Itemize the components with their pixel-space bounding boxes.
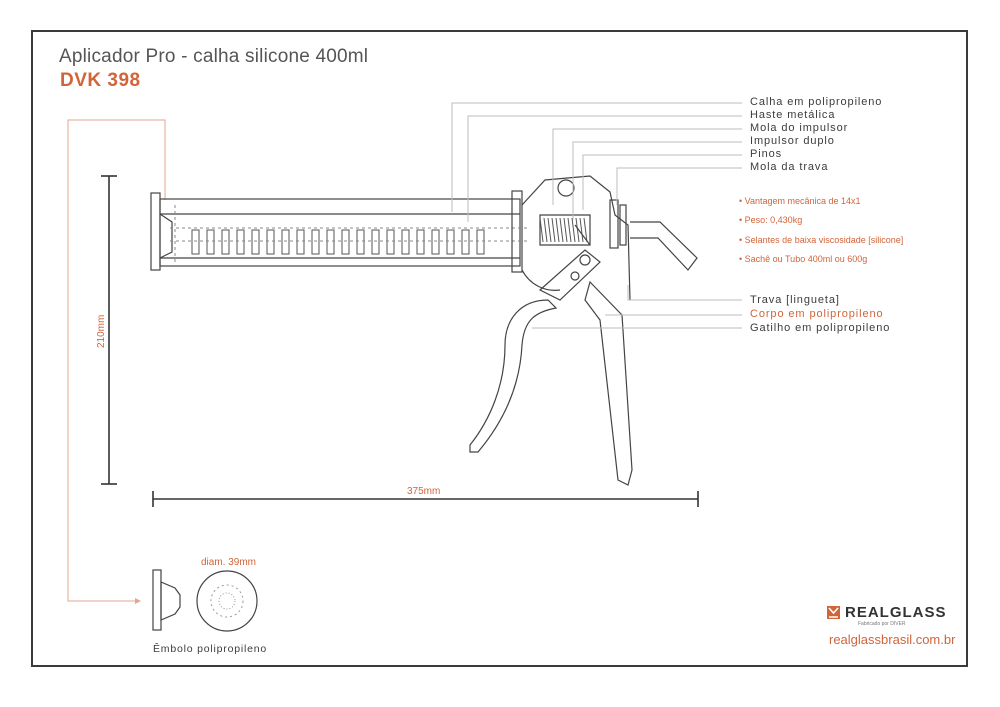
spring-coil bbox=[580, 218, 583, 242]
barrel-rib bbox=[447, 230, 454, 254]
barrel-rib bbox=[267, 230, 274, 254]
barrel-rib bbox=[192, 230, 199, 254]
spring-coil bbox=[572, 218, 575, 242]
barrel-rib bbox=[477, 230, 484, 254]
barrel-ribs bbox=[192, 230, 484, 254]
callout-mola-impulsor: Mola do impulsor bbox=[750, 122, 849, 134]
barrel-rib bbox=[327, 230, 334, 254]
spring bbox=[540, 218, 587, 242]
brand-name: REALGLASS bbox=[845, 604, 947, 621]
barrel-rib bbox=[252, 230, 259, 254]
spring-coil bbox=[548, 218, 551, 242]
callout-gatilho: Gatilho em polipropileno bbox=[750, 322, 891, 334]
spring-coil bbox=[544, 218, 547, 242]
barrel-rib bbox=[297, 230, 304, 254]
barrel-rib bbox=[282, 230, 289, 254]
barrel-rib bbox=[237, 230, 244, 254]
callout-corpo: Corpo em polipropileno bbox=[750, 308, 884, 320]
pistol-grip bbox=[585, 282, 632, 485]
rear-handle bbox=[610, 200, 697, 270]
spec-item: • Peso: 0,430kg bbox=[739, 215, 803, 225]
callout-mola-trava: Mola da trava bbox=[750, 161, 829, 173]
callout-impulsor: Impulsor duplo bbox=[750, 135, 835, 147]
callout-lines bbox=[452, 103, 742, 328]
gun-body bbox=[522, 176, 630, 300]
height-dimension-label: 210mm bbox=[96, 314, 107, 348]
spring-coil bbox=[552, 218, 555, 242]
barrel-rib bbox=[207, 230, 214, 254]
barrel-rib bbox=[462, 230, 469, 254]
barrel-rib bbox=[372, 230, 379, 254]
plunger-leader-arrow bbox=[135, 598, 141, 604]
page-title: Aplicador Pro - calha silicone 400ml bbox=[59, 46, 369, 67]
callout-pinos: Pinos bbox=[750, 148, 783, 160]
spring-coil bbox=[560, 218, 563, 242]
spec-item: • Vantagem mecânica de 14x1 bbox=[739, 196, 861, 206]
plunger-front-view bbox=[197, 571, 257, 631]
plunger-side-view bbox=[153, 570, 180, 630]
barrel-rib bbox=[342, 230, 349, 254]
barrel-rib bbox=[357, 230, 364, 254]
barrel-rib bbox=[312, 230, 319, 254]
barrel-rib bbox=[222, 230, 229, 254]
brand-subtitle: Fabricado por DIVER bbox=[858, 621, 906, 627]
barrel-rib bbox=[417, 230, 424, 254]
barrel-calha bbox=[151, 193, 520, 270]
diameter-label: diam. 39mm bbox=[201, 557, 257, 568]
brand-block bbox=[827, 604, 947, 621]
plunger-label: Êmbolo polipropileno bbox=[153, 643, 268, 655]
website-link[interactable]: realglassbrasil.com.br bbox=[829, 632, 956, 647]
trigger-gatilho bbox=[470, 300, 556, 452]
callout-calha: Calha em polipropileno bbox=[750, 96, 883, 108]
plunger-leader-line bbox=[68, 120, 165, 601]
spec-item: • Sachê ou Tubo 400ml ou 600g bbox=[739, 254, 868, 264]
barrel-rib bbox=[387, 230, 394, 254]
spring-coil bbox=[556, 218, 559, 242]
barrel-rib bbox=[402, 230, 409, 254]
spring-coil bbox=[568, 218, 571, 242]
spec-item: • Selantes de baixa viscosidade [silicone] bbox=[739, 235, 904, 245]
spring-coil bbox=[564, 218, 567, 242]
width-dimension-label: 375mm bbox=[407, 486, 441, 497]
barrel-rib bbox=[432, 230, 439, 254]
product-code: DVK 398 bbox=[60, 70, 141, 91]
callout-trava: Trava [lingueta] bbox=[750, 294, 840, 306]
callout-haste: Haste metálica bbox=[750, 109, 836, 121]
